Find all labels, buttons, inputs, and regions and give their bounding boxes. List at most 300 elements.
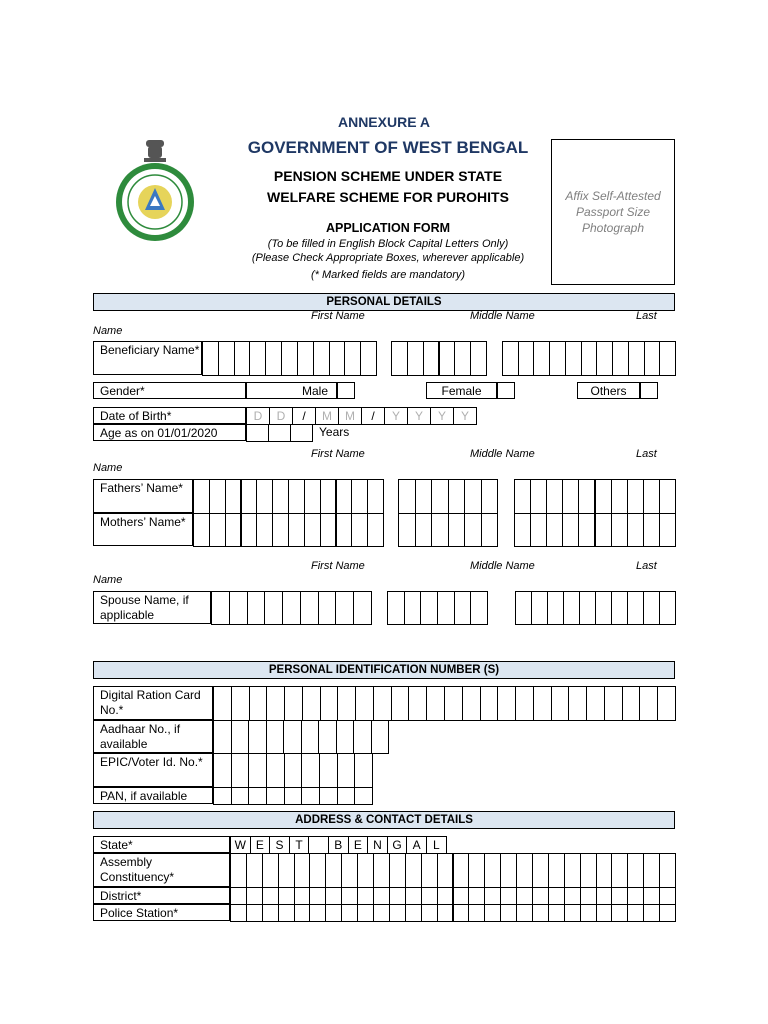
ration-card-cell[interactable] <box>426 686 445 721</box>
dob-digit-cell[interactable]: M <box>315 407 339 425</box>
assembly-cell[interactable] <box>230 853 247 888</box>
ration-card-cell[interactable] <box>444 686 463 721</box>
age-cell[interactable] <box>290 424 313 442</box>
assembly-cell[interactable] <box>564 853 581 888</box>
gender-others-label: Others <box>577 382 640 399</box>
beneficiary-middle-name-cell[interactable] <box>470 341 487 376</box>
district-cell[interactable] <box>230 887 247 905</box>
assembly-cell[interactable] <box>262 853 279 888</box>
father-first-name-cell[interactable] <box>209 479 226 514</box>
spouse-middle-name-cell[interactable] <box>404 591 422 625</box>
father-last-name-cell[interactable] <box>643 479 660 514</box>
beneficiary-middle-name-cell[interactable] <box>391 341 408 376</box>
state-value-cell[interactable]: T <box>289 836 310 854</box>
state-value-cell[interactable]: S <box>269 836 290 854</box>
state-label: State* <box>93 836 230 853</box>
beneficiary-first-name-cell[interactable] <box>313 341 330 376</box>
state-value-cell[interactable]: A <box>406 836 427 854</box>
assembly-cell[interactable] <box>532 853 549 888</box>
age-cell[interactable] <box>246 424 269 442</box>
spouse-last-name-cell[interactable] <box>611 591 628 625</box>
father-last-name-cell[interactable] <box>530 479 547 514</box>
epic-cell[interactable] <box>319 753 338 788</box>
assembly-cell[interactable] <box>421 853 438 888</box>
beneficiary-last-name-cell[interactable] <box>628 341 645 376</box>
father-middle-name-cell[interactable] <box>464 479 482 514</box>
spouse-middle-name-cell[interactable] <box>437 591 455 625</box>
assembly-cell[interactable] <box>643 853 660 888</box>
ration-card-cell[interactable] <box>266 686 285 721</box>
mother-last-name-cell[interactable] <box>611 513 628 547</box>
mother-last-name-cell[interactable] <box>562 513 579 547</box>
state-value-cell[interactable]: N <box>367 836 388 854</box>
mother-middle-name-cell[interactable] <box>431 513 449 547</box>
district-cell[interactable] <box>611 887 628 905</box>
district-cell[interactable] <box>532 887 549 905</box>
dob-separator: / <box>361 407 385 425</box>
police-station-cell[interactable] <box>643 904 660 922</box>
assembly-cell[interactable] <box>341 853 358 888</box>
father-first-name-cell[interactable] <box>225 479 242 514</box>
police-station-cell[interactable] <box>246 904 263 922</box>
aadhaar-cell[interactable] <box>283 720 302 754</box>
gender-others-checkbox[interactable] <box>640 382 658 399</box>
mother-first-name-cell[interactable] <box>193 513 210 547</box>
police-station-cell[interactable] <box>596 904 613 922</box>
assembly-cell[interactable] <box>627 853 644 888</box>
state-value-cell[interactable]: W <box>230 836 251 854</box>
spouse-middle-name-cell[interactable] <box>454 591 472 625</box>
pan-cell[interactable] <box>231 787 250 805</box>
mother-first-name-cell[interactable] <box>336 513 353 547</box>
beneficiary-first-name-cell[interactable] <box>249 341 266 376</box>
district-cell[interactable] <box>262 887 279 905</box>
district-cell[interactable] <box>437 887 454 905</box>
father-first-name-cell[interactable] <box>288 479 305 514</box>
father-last-name-cell[interactable] <box>514 479 531 514</box>
assembly-cell[interactable] <box>500 853 517 888</box>
district-cell[interactable] <box>341 887 358 905</box>
assembly-cell[interactable] <box>484 853 501 888</box>
father-last-name-cell[interactable] <box>578 479 595 514</box>
dob-digit-cell[interactable]: Y <box>407 407 431 425</box>
police-station-cell[interactable] <box>468 904 485 922</box>
father-first-name-cell[interactable] <box>193 479 210 514</box>
mother-first-name-cell[interactable] <box>320 513 337 547</box>
police-station-cell[interactable] <box>627 904 644 922</box>
mother-last-name-cell[interactable] <box>546 513 563 547</box>
ration-card-cell[interactable] <box>391 686 410 721</box>
district-cell[interactable] <box>421 887 438 905</box>
beneficiary-last-name-cell[interactable] <box>533 341 550 376</box>
dob-digit-cell[interactable]: Y <box>453 407 477 425</box>
assembly-cell[interactable] <box>405 853 422 888</box>
police-station-cell[interactable] <box>516 904 533 922</box>
beneficiary-last-name-cell[interactable] <box>612 341 629 376</box>
epic-cell[interactable] <box>284 753 303 788</box>
mother-last-name-cell[interactable] <box>578 513 595 547</box>
district-cell[interactable] <box>309 887 326 905</box>
father-last-name-cell[interactable] <box>595 479 612 514</box>
aadhaar-cell[interactable] <box>353 720 372 754</box>
aadhaar-cell[interactable] <box>266 720 285 754</box>
beneficiary-last-name-cell[interactable] <box>518 341 535 376</box>
dob-digit-cell[interactable]: Y <box>384 407 408 425</box>
ration-card-cell[interactable] <box>231 686 250 721</box>
name-header: Name <box>93 325 123 337</box>
age-cell[interactable] <box>268 424 291 442</box>
spouse-first-name-cell[interactable] <box>318 591 337 625</box>
ration-card-cell[interactable] <box>337 686 356 721</box>
police-station-cell[interactable] <box>580 904 597 922</box>
beneficiary-first-name-cell[interactable] <box>218 341 235 376</box>
dob-digit-cell[interactable]: D <box>246 407 270 425</box>
pan-cell[interactable] <box>266 787 285 805</box>
father-last-name-cell[interactable] <box>611 479 628 514</box>
district-cell[interactable] <box>294 887 311 905</box>
father-first-name-cell[interactable] <box>320 479 337 514</box>
instruction-note-3: (* Marked fields are mandatory) <box>310 269 466 281</box>
spouse-name-label: Spouse Name, if applicable <box>93 591 211 624</box>
assembly-cell[interactable] <box>548 853 565 888</box>
police-station-cell[interactable] <box>294 904 311 922</box>
mother-middle-name-cell[interactable] <box>464 513 482 547</box>
father-last-name-cell[interactable] <box>562 479 579 514</box>
district-cell[interactable] <box>643 887 660 905</box>
last-name-header: Last <box>636 448 657 460</box>
spouse-first-name-cell[interactable] <box>300 591 319 625</box>
beneficiary-last-name-cell[interactable] <box>549 341 566 376</box>
spouse-last-name-cell[interactable] <box>579 591 596 625</box>
mother-name-label: Mothers’ Name* <box>93 513 193 546</box>
last-name-header: Last <box>636 560 657 572</box>
pan-cell[interactable] <box>319 787 338 805</box>
dob-digit-cell[interactable]: Y <box>430 407 454 425</box>
district-cell[interactable] <box>500 887 517 905</box>
epic-cell[interactable] <box>248 753 267 788</box>
gender-label: Gender* <box>93 382 246 399</box>
district-cell[interactable] <box>548 887 565 905</box>
mother-last-name-cell[interactable] <box>514 513 531 547</box>
spouse-last-name-cell[interactable] <box>531 591 548 625</box>
father-middle-name-cell[interactable] <box>415 479 433 514</box>
mother-first-name-cell[interactable] <box>351 513 368 547</box>
police-station-label: Police Station* <box>93 904 230 921</box>
gender-male-checkbox[interactable] <box>337 382 355 399</box>
spouse-first-name-cell[interactable] <box>229 591 248 625</box>
ration-card-cell[interactable] <box>515 686 534 721</box>
father-last-name-cell[interactable] <box>659 479 676 514</box>
spouse-middle-name-cell[interactable] <box>470 591 488 625</box>
beneficiary-first-name-cell[interactable] <box>265 341 282 376</box>
ration-card-cell[interactable] <box>551 686 570 721</box>
state-value-cell[interactable]: B <box>328 836 349 854</box>
assembly-cell[interactable] <box>389 853 406 888</box>
father-middle-name-cell[interactable] <box>431 479 449 514</box>
police-station-cell[interactable] <box>309 904 326 922</box>
father-middle-name-cell[interactable] <box>448 479 466 514</box>
police-station-cell[interactable] <box>373 904 390 922</box>
police-station-cell[interactable] <box>453 904 470 922</box>
mother-first-name-cell[interactable] <box>288 513 305 547</box>
beneficiary-name-label: Beneficiary Name* <box>93 341 202 375</box>
assembly-cell[interactable] <box>580 853 597 888</box>
aadhaar-cell[interactable] <box>231 720 250 754</box>
district-cell[interactable] <box>564 887 581 905</box>
mother-last-name-cell[interactable] <box>659 513 676 547</box>
spouse-first-name-cell[interactable] <box>264 591 283 625</box>
police-station-cell[interactable] <box>611 904 628 922</box>
spouse-last-name-cell[interactable] <box>515 591 532 625</box>
father-middle-name-cell[interactable] <box>481 479 499 514</box>
mother-first-name-cell[interactable] <box>209 513 226 547</box>
father-name-label: Fathers’ Name* <box>93 479 193 513</box>
aadhaar-cell[interactable] <box>371 720 390 754</box>
police-station-cell[interactable] <box>405 904 422 922</box>
father-first-name-cell[interactable] <box>256 479 273 514</box>
epic-cell[interactable] <box>266 753 285 788</box>
middle-name-header: Middle Name <box>470 560 535 572</box>
pan-cell[interactable] <box>213 787 232 805</box>
police-station-cell[interactable] <box>389 904 406 922</box>
mother-middle-name-cell[interactable] <box>415 513 433 547</box>
assembly-cell[interactable] <box>246 853 263 888</box>
district-cell[interactable] <box>516 887 533 905</box>
epic-cell[interactable] <box>301 753 320 788</box>
district-cell[interactable] <box>389 887 406 905</box>
father-first-name-cell[interactable] <box>367 479 384 514</box>
aadhaar-cell[interactable] <box>213 720 232 754</box>
district-cell[interactable] <box>246 887 263 905</box>
aadhaar-cell[interactable] <box>336 720 355 754</box>
district-cell[interactable] <box>596 887 613 905</box>
police-station-cell[interactable] <box>548 904 565 922</box>
district-cell[interactable] <box>453 887 470 905</box>
state-value-cell[interactable]: E <box>348 836 369 854</box>
name-header: Name <box>93 574 123 586</box>
spouse-first-name-cell[interactable] <box>282 591 301 625</box>
beneficiary-first-name-cell[interactable] <box>281 341 298 376</box>
district-cell[interactable] <box>373 887 390 905</box>
epic-label: EPIC/Voter Id. No.* <box>93 753 213 787</box>
police-station-cell[interactable] <box>500 904 517 922</box>
pan-cell[interactable] <box>284 787 303 805</box>
ration-card-cell[interactable] <box>302 686 321 721</box>
ration-card-cell[interactable] <box>497 686 516 721</box>
ration-card-cell[interactable] <box>284 686 303 721</box>
mother-first-name-cell[interactable] <box>256 513 273 547</box>
beneficiary-last-name-cell[interactable] <box>596 341 613 376</box>
district-cell[interactable] <box>484 887 501 905</box>
beneficiary-middle-name-cell[interactable] <box>423 341 440 376</box>
father-first-name-cell[interactable] <box>272 479 289 514</box>
assembly-cell[interactable] <box>437 853 454 888</box>
annexure-label: ANNEXURE A <box>337 114 431 130</box>
police-station-cell[interactable] <box>278 904 295 922</box>
spouse-last-name-cell[interactable] <box>643 591 660 625</box>
spouse-first-name-cell[interactable] <box>335 591 354 625</box>
beneficiary-last-name-cell[interactable] <box>565 341 582 376</box>
police-station-cell[interactable] <box>341 904 358 922</box>
beneficiary-middle-name-cell[interactable] <box>407 341 424 376</box>
beneficiary-middle-name-cell[interactable] <box>454 341 471 376</box>
ration-card-cell[interactable] <box>604 686 623 721</box>
mother-first-name-cell[interactable] <box>241 513 258 547</box>
mother-last-name-cell[interactable] <box>530 513 547 547</box>
beneficiary-first-name-cell[interactable] <box>344 341 361 376</box>
aadhaar-cell[interactable] <box>318 720 337 754</box>
pan-cell[interactable] <box>354 787 373 805</box>
ration-card-cell[interactable] <box>320 686 339 721</box>
father-middle-name-cell[interactable] <box>398 479 416 514</box>
mother-last-name-cell[interactable] <box>643 513 660 547</box>
instruction-note-2: (Please Check Appropriate Boxes, wherever applicable) <box>251 252 525 264</box>
mother-middle-name-cell[interactable] <box>481 513 499 547</box>
spouse-first-name-cell[interactable] <box>247 591 266 625</box>
district-cell[interactable] <box>580 887 597 905</box>
mother-first-name-cell[interactable] <box>304 513 321 547</box>
form-title: APPLICATION FORM <box>325 221 451 235</box>
police-station-cell[interactable] <box>357 904 374 922</box>
years-label: Years <box>319 425 350 439</box>
assembly-cell[interactable] <box>357 853 374 888</box>
state-value-cell[interactable] <box>308 836 329 854</box>
ration-card-cell[interactable] <box>639 686 658 721</box>
pan-cell[interactable] <box>337 787 356 805</box>
spouse-last-name-cell[interactable] <box>627 591 644 625</box>
police-station-cell[interactable] <box>659 904 676 922</box>
police-station-cell[interactable] <box>230 904 247 922</box>
ration-card-cell[interactable] <box>586 686 605 721</box>
assembly-cell[interactable] <box>325 853 342 888</box>
first-name-header: First Name <box>311 310 365 322</box>
beneficiary-first-name-cell[interactable] <box>329 341 346 376</box>
spouse-first-name-cell[interactable] <box>211 591 230 625</box>
epic-cell[interactable] <box>354 753 373 788</box>
ration-card-cell[interactable] <box>213 686 232 721</box>
epic-cell[interactable] <box>231 753 250 788</box>
pan-cell[interactable] <box>248 787 267 805</box>
ration-card-cell[interactable] <box>462 686 481 721</box>
mother-last-name-cell[interactable] <box>595 513 612 547</box>
spouse-first-name-cell[interactable] <box>353 591 372 625</box>
district-cell[interactable] <box>278 887 295 905</box>
district-cell[interactable] <box>405 887 422 905</box>
section-personal-details: PERSONAL DETAILS <box>93 293 675 311</box>
father-first-name-cell[interactable] <box>336 479 353 514</box>
district-cell[interactable] <box>325 887 342 905</box>
dob-digit-cell[interactable]: D <box>269 407 293 425</box>
beneficiary-first-name-cell[interactable] <box>297 341 314 376</box>
ration-card-cell[interactable] <box>355 686 374 721</box>
police-station-cell[interactable] <box>484 904 501 922</box>
state-value-cell[interactable]: L <box>426 836 447 854</box>
spouse-last-name-cell[interactable] <box>595 591 612 625</box>
assembly-cell[interactable] <box>294 853 311 888</box>
spouse-last-name-cell[interactable] <box>563 591 580 625</box>
spouse-last-name-cell[interactable] <box>659 591 676 625</box>
state-value-cell[interactable]: E <box>250 836 271 854</box>
last-name-header: Last <box>636 310 657 322</box>
beneficiary-last-name-cell[interactable] <box>581 341 598 376</box>
police-station-cell[interactable] <box>437 904 454 922</box>
mother-first-name-cell[interactable] <box>367 513 384 547</box>
gender-female-checkbox[interactable] <box>497 382 515 399</box>
mother-middle-name-cell[interactable] <box>448 513 466 547</box>
aadhaar-cell[interactable] <box>248 720 267 754</box>
district-cell[interactable] <box>659 887 676 905</box>
father-first-name-cell[interactable] <box>241 479 258 514</box>
instruction-note-1: (To be filled in English Block Capital Letters Only) <box>267 238 509 250</box>
assembly-cell[interactable] <box>596 853 613 888</box>
ration-card-cell[interactable] <box>249 686 268 721</box>
epic-cell[interactable] <box>213 753 232 788</box>
district-cell[interactable] <box>357 887 374 905</box>
ration-card-cell[interactable] <box>568 686 587 721</box>
beneficiary-first-name-cell[interactable] <box>234 341 251 376</box>
assembly-cell[interactable] <box>309 853 326 888</box>
police-station-cell[interactable] <box>532 904 549 922</box>
beneficiary-last-name-cell[interactable] <box>644 341 661 376</box>
father-last-name-cell[interactable] <box>627 479 644 514</box>
dob-digit-cell[interactable]: M <box>338 407 362 425</box>
police-station-cell[interactable] <box>421 904 438 922</box>
west-bengal-emblem-logo <box>110 136 200 242</box>
police-station-cell[interactable] <box>325 904 342 922</box>
ration-card-cell[interactable] <box>373 686 392 721</box>
assembly-cell[interactable] <box>373 853 390 888</box>
ration-card-cell[interactable] <box>480 686 499 721</box>
pan-cell[interactable] <box>301 787 320 805</box>
mother-first-name-cell[interactable] <box>225 513 242 547</box>
ration-card-cell[interactable] <box>408 686 427 721</box>
name-header: Name <box>93 462 123 474</box>
assembly-cell[interactable] <box>453 853 470 888</box>
assembly-cell[interactable] <box>468 853 485 888</box>
spouse-last-name-cell[interactable] <box>547 591 564 625</box>
father-last-name-cell[interactable] <box>546 479 563 514</box>
beneficiary-first-name-cell[interactable] <box>202 341 219 376</box>
epic-cell[interactable] <box>337 753 356 788</box>
photo-box-text: Affix Self-Attested Passport Size Photograph <box>565 189 661 235</box>
beneficiary-first-name-cell[interactable] <box>360 341 377 376</box>
father-first-name-cell[interactable] <box>304 479 321 514</box>
beneficiary-last-name-cell[interactable] <box>502 341 519 376</box>
assembly-cell[interactable] <box>611 853 628 888</box>
assembly-cell[interactable] <box>278 853 295 888</box>
mother-first-name-cell[interactable] <box>272 513 289 547</box>
mother-last-name-cell[interactable] <box>627 513 644 547</box>
aadhaar-cell[interactable] <box>301 720 320 754</box>
mother-middle-name-cell[interactable] <box>398 513 416 547</box>
beneficiary-middle-name-cell[interactable] <box>439 341 456 376</box>
police-station-cell[interactable] <box>564 904 581 922</box>
police-station-cell[interactable] <box>262 904 279 922</box>
assembly-cell[interactable] <box>659 853 676 888</box>
state-value-cell[interactable]: G <box>387 836 408 854</box>
father-first-name-cell[interactable] <box>351 479 368 514</box>
ration-card-cell[interactable] <box>622 686 641 721</box>
district-cell[interactable] <box>468 887 485 905</box>
ration-card-cell[interactable] <box>657 686 676 721</box>
spouse-middle-name-cell[interactable] <box>420 591 438 625</box>
district-cell[interactable] <box>627 887 644 905</box>
spouse-middle-name-cell[interactable] <box>387 591 405 625</box>
ration-card-cell[interactable] <box>533 686 552 721</box>
assembly-cell[interactable] <box>516 853 533 888</box>
pan-label: PAN, if available <box>93 787 213 804</box>
beneficiary-last-name-cell[interactable] <box>659 341 676 376</box>
